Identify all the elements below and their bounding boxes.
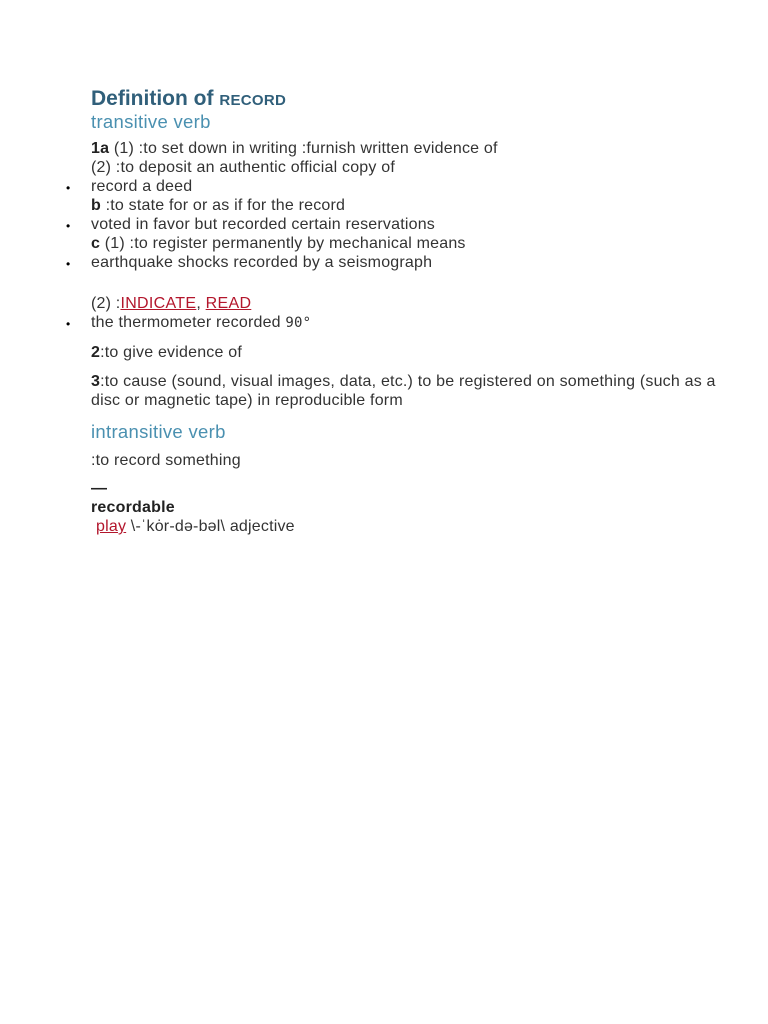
pronunciation-line	[91, 517, 731, 536]
sense-text: :to cause (sound, visual images, data, etc.) to be registered on something (such as a disc or magnetic tape) in reproducible form	[91, 373, 716, 409]
sense-1a	[91, 139, 731, 158]
sense-number: 3	[91, 373, 101, 390]
part-of-speech-transitive: transitive verb	[91, 111, 211, 132]
sense-1c-2	[91, 294, 731, 313]
sense-text: (2) :	[91, 295, 121, 312]
title-prefix: Definition of	[91, 87, 220, 110]
example-value: 90°	[285, 315, 312, 331]
part-of-speech-intransitive: intransitive verb	[91, 421, 226, 442]
definition-entry	[91, 86, 731, 536]
example-thermometer	[91, 313, 731, 333]
sense-3	[91, 372, 731, 410]
xref-separator: ,	[196, 295, 206, 312]
sense-letter: c	[91, 235, 101, 252]
run-on-dash: —	[91, 480, 108, 497]
play-pronunciation-link[interactable]: play	[96, 518, 127, 535]
sense-2	[91, 343, 731, 362]
xref-read-link[interactable]: READ	[205, 295, 252, 312]
run-on-word	[91, 498, 731, 517]
sense-number: 2	[91, 344, 101, 361]
example-earthquake: • earthquake shocks recorded by a seismograph	[91, 253, 731, 272]
sense-text: (1) :to register permanently by mechanical means	[100, 235, 466, 252]
sense-1b	[91, 196, 731, 215]
sense-text: :to state for or as if for the record	[100, 197, 346, 214]
example-deed: • record a deed	[91, 177, 731, 196]
sense-number: 1a	[91, 140, 110, 157]
intransitive-sense: :to record something	[91, 452, 241, 469]
example-voted: • voted in favor but recorded certain reservations	[91, 215, 731, 234]
run-on-headword: recordable	[91, 499, 175, 516]
sense-1a-2: (2) :to deposit an authentic official copy of	[91, 159, 395, 176]
example-text: the thermometer recorded	[91, 314, 286, 331]
sense-letter: b	[91, 197, 101, 214]
xref-indicate-link[interactable]: INDICATE	[120, 295, 197, 312]
sense-text: :to give evidence of	[100, 344, 242, 361]
sense-1c	[91, 234, 731, 253]
title-headword: record	[219, 87, 287, 110]
page-title	[91, 86, 731, 111]
sense-text: (1) :to set down in writing :furnish written evidence of	[109, 140, 498, 157]
pronunciation-text: \-ˈkȯr-də-bəl\ adjective	[126, 518, 295, 535]
